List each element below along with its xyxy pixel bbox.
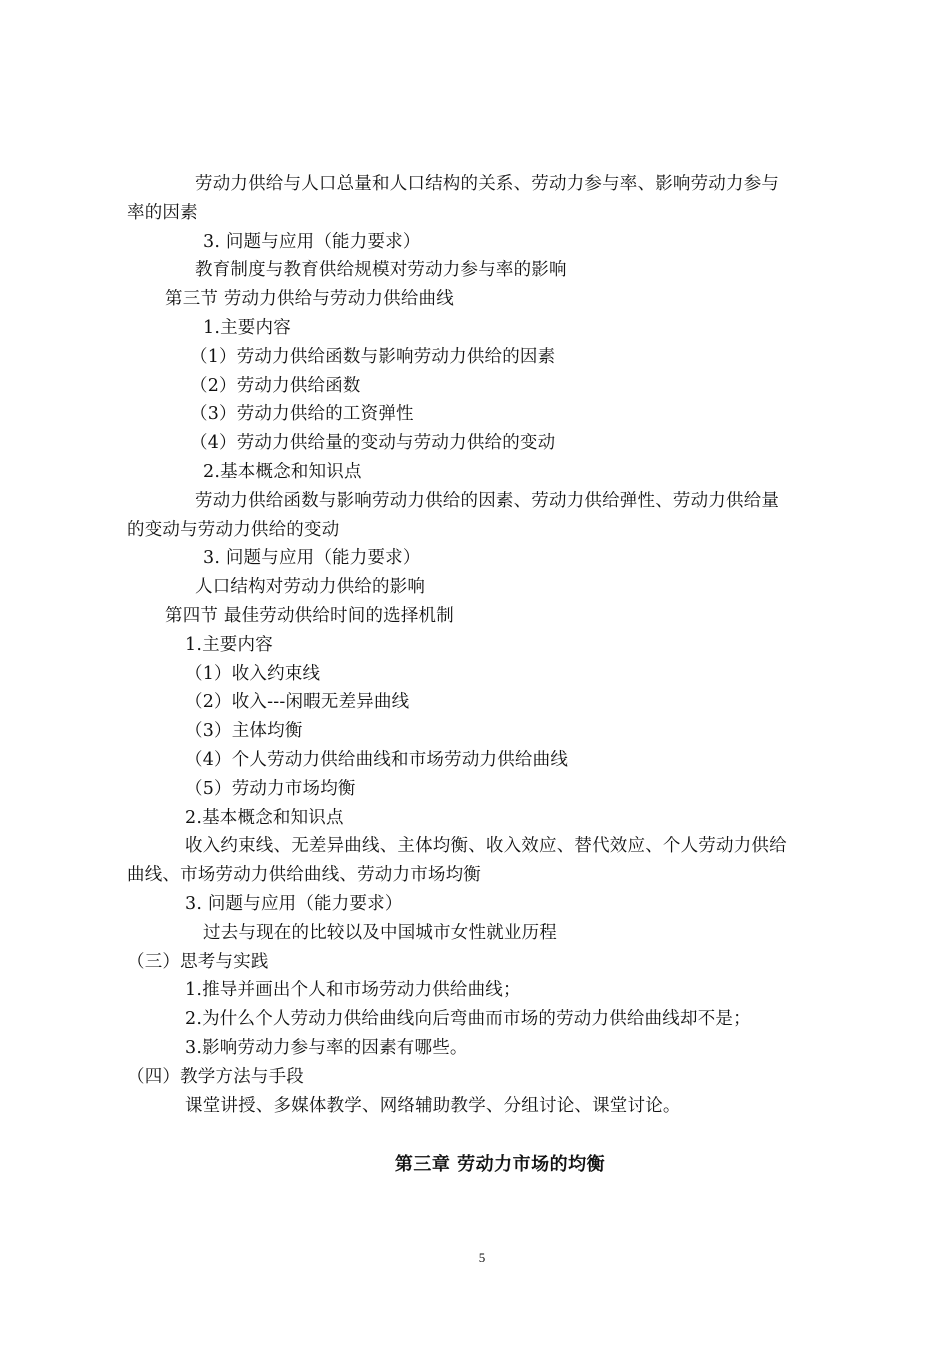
text-line: 1.主要内容 bbox=[203, 318, 291, 338]
text-line: 3. 问题与应用（能力要求） bbox=[203, 548, 421, 568]
text-line: 劳动力供给与人口总量和人口结构的关系、劳动力参与率、影响劳动力参与 bbox=[195, 174, 780, 194]
subsection-heading: （三）思考与实践 bbox=[127, 952, 269, 972]
list-item: （4）劳动力供给量的变动与劳动力供给的变动 bbox=[190, 433, 556, 453]
list-item: （3）主体均衡 bbox=[185, 721, 303, 741]
list-item: （2）劳动力供给函数 bbox=[190, 376, 361, 396]
page-number: 5 bbox=[478, 1250, 486, 1265]
text-line: 2.基本概念和知识点 bbox=[203, 462, 362, 482]
subsection-heading: （四）教学方法与手段 bbox=[127, 1067, 304, 1087]
list-item: （2）收入---闲暇无差异曲线 bbox=[185, 692, 410, 712]
text-line: 人口结构对劳动力供给的影响 bbox=[195, 577, 426, 597]
list-item: （4）个人劳动力供给曲线和市场劳动力供给曲线 bbox=[185, 750, 569, 770]
text-line: 教育制度与教育供给规模对劳动力参与率的影响 bbox=[195, 260, 567, 280]
section-heading: 第三节 劳动力供给与劳动力供给曲线 bbox=[165, 289, 454, 309]
text-line: 3. 问题与应用（能力要求） bbox=[203, 232, 421, 252]
list-item: （1）劳动力供给函数与影响劳动力供给的因素 bbox=[190, 347, 556, 367]
text-line: 2.基本概念和知识点 bbox=[185, 808, 344, 828]
text-line: 曲线、市场劳动力供给曲线、劳动力市场均衡 bbox=[127, 865, 481, 885]
text-line: 课堂讲授、多媒体教学、网络辅助教学、分组讨论、课堂讨论。 bbox=[185, 1096, 681, 1116]
text-line: 劳动力供给函数与影响劳动力供给的因素、劳动力供给弹性、劳动力供给量 bbox=[195, 491, 780, 511]
list-item: 2.为什么个人劳动力供给曲线向后弯曲而市场的劳动力供给曲线却不是； bbox=[185, 1009, 751, 1029]
list-item: （3）劳动力供给的工资弹性 bbox=[190, 404, 414, 424]
text-line: 率的因素 bbox=[127, 203, 198, 223]
section-heading: 第四节 最佳劳动供给时间的选择机制 bbox=[165, 606, 454, 626]
text-line: 的变动与劳动力供给的变动 bbox=[127, 520, 340, 540]
chapter-title: 第三章 劳动力市场的均衡 bbox=[394, 1154, 606, 1175]
text-line: 过去与现在的比较以及中国城市女性就业历程 bbox=[203, 923, 557, 943]
list-item: （1）收入约束线 bbox=[185, 664, 321, 684]
text-line: 收入约束线、无差异曲线、主体均衡、收入效应、替代效应、个人劳动力供给 bbox=[185, 836, 787, 856]
list-item: （5）劳动力市场均衡 bbox=[185, 779, 356, 799]
list-item: 3.影响劳动力参与率的因素有哪些。 bbox=[185, 1038, 468, 1058]
text-line: 1.主要内容 bbox=[185, 635, 273, 655]
list-item: 1.推导并画出个人和市场劳动力供给曲线； bbox=[185, 980, 521, 1000]
text-line: 3. 问题与应用（能力要求） bbox=[185, 894, 403, 914]
